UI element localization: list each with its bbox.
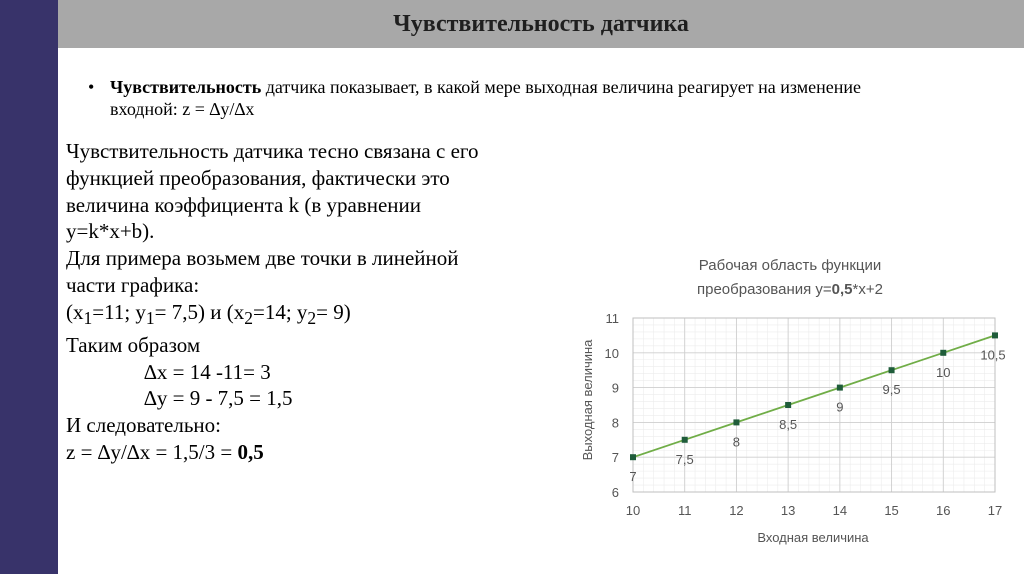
x-tick-label: 16 [936,503,951,518]
title-bar [58,0,1024,48]
left-accent-bar [0,0,58,574]
x-tick-label: 13 [780,503,796,518]
x-axis-label: Входная величина [757,530,869,545]
points-part: =14; y [252,299,308,324]
y-tick-label: 10 [604,345,619,361]
data-label: 9,5 [882,382,901,398]
y-tick-labels [605,311,619,500]
y-tick-label: 11 [605,311,619,326]
x-tick-label: 15 [884,503,899,518]
body-line-4: y=k*x+b). [66,219,155,244]
points-subscript: 2 [244,307,253,328]
bullet-bold-term: Чувствительность [110,77,262,97]
body-line-11: И следовательно: [66,413,221,438]
body-text [66,138,586,466]
data-point-marker [940,350,946,356]
points-part: = 7,5) и (x [154,299,245,324]
data-point-marker [889,367,895,373]
points-part: =11; y [92,299,146,324]
data-label: 10,5 [980,347,1006,363]
body-line-5: Для примера возьмем две точки в линейной [66,246,459,271]
data-point-marker [992,332,998,338]
data-point-marker [733,419,739,425]
body-line-3: величина коэффициента k (в уравнении [66,192,422,217]
data-point-marker [837,385,843,391]
x-tick-label: 14 [832,503,848,518]
bullet-rest: датчика показывает, в какой мере выходная величина реагирует на изменение [261,77,862,97]
data-label: 10 [936,364,951,380]
chart-title-line-2: преобразования y=0,5*x+2 [697,281,883,298]
result-formula: z = ∆y/∆x = 1,5/3 = [66,439,238,464]
x-tick-label: 17 [987,503,1003,518]
x-tick-label: 11 [677,503,692,518]
chart [560,240,1020,560]
points-part: = 9) [316,299,351,324]
y-axis-label: Выходная величина [580,339,595,461]
y-tick-label: 6 [611,485,619,500]
body-line-1: Чувствительность датчика тесно связана с его [66,139,479,163]
x-tick-label: 12 [729,503,744,518]
x-tick-labels [626,503,1002,518]
x-tick-label: 10 [625,503,641,518]
data-label: 8,5 [779,417,798,432]
body-line-9: ∆x = 14 -11= 3 [144,359,271,384]
data-label: 9 [836,399,844,415]
data-point-marker [630,454,636,460]
data-label: 8 [732,434,741,450]
data-point-marker [682,437,688,443]
data-point-marker [785,402,791,408]
chart-title-line-1: Рабочая область функции [698,257,882,274]
y-tick-label: 9 [611,380,619,396]
body-line-8: Таким образом [66,332,201,357]
data-labels [629,347,1005,484]
points-subscript: 1 [83,307,93,328]
bullet-line-1 [110,76,1010,98]
body-line-6: части графика: [66,272,200,297]
y-tick-label: 8 [611,415,619,431]
data-label: 7,5 [675,451,694,467]
y-tick-label: 7 [611,450,619,466]
bullet-text [110,76,1010,120]
body-points-line [66,299,586,332]
points-subscript: 2 [307,307,317,328]
points-part: (x [66,299,84,324]
data-label: 7 [629,469,637,485]
body-line-12 [66,439,586,466]
body-line-10: ∆y = 9 - 7,5 = 1,5 [144,386,293,411]
points-subscript: 1 [145,307,155,328]
result-value: 0,5 [237,439,264,464]
slide-title: Чувствительность датчика [393,10,689,37]
bullet-dot-icon: • [88,77,95,97]
bullet-line-2: входной: z = ∆y/∆x [110,99,255,119]
body-line-2: функцией преобразования, фактически это [66,165,450,190]
